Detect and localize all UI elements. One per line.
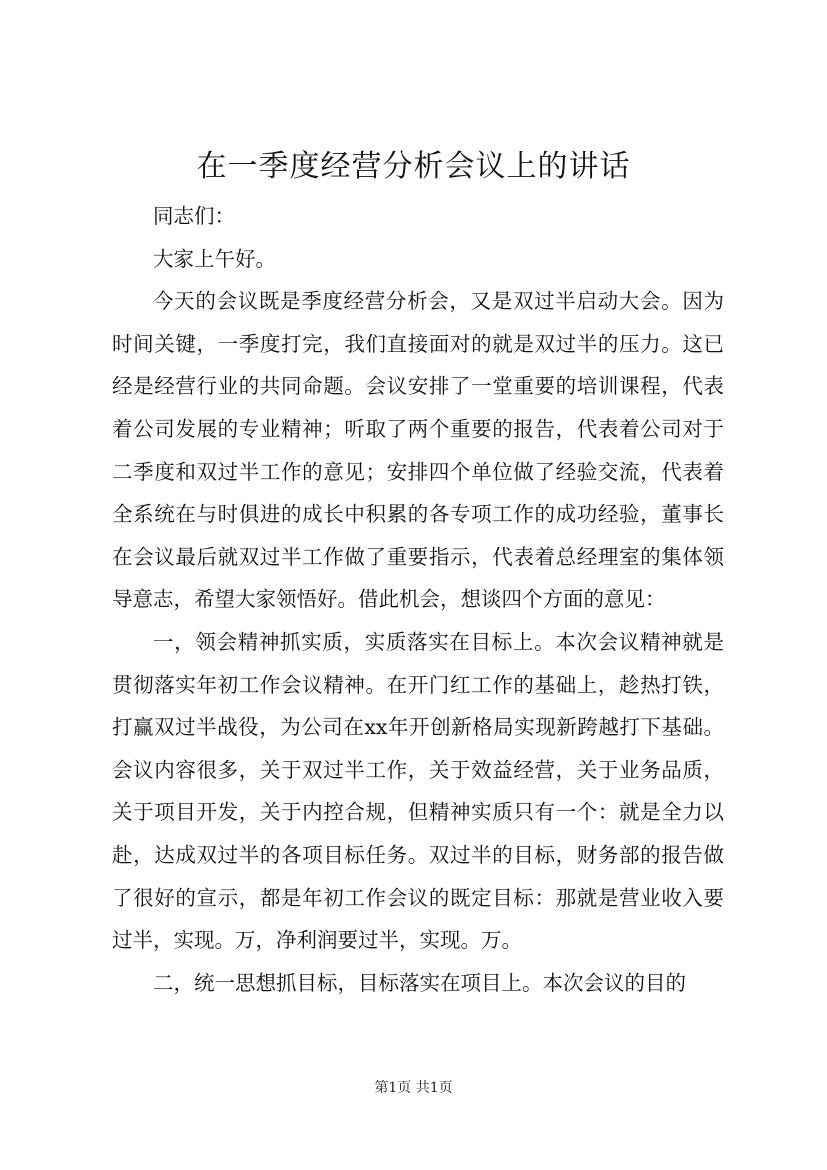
paragraph-greeting: 同志们：	[153, 204, 235, 228]
paragraph-intro: 今天的会议既是季度经营分析会，又是双过半启动大会。因为时间关键，一季度打完，我们直接面对的就是双过半的压力。这已经是经营行业的共同命题。会议安排了一堂重要的培训课程，代表着公司发展的专业精神；听取了两个重要的报告，代表着公司对于二季度和双过半工作的意见；安排四个单位做了经验交流，代表着全系统在与时俱进的成长中积累的各专项工作的成功经验，董事长在会议最后就双过半工作做了重要指示，代表着总经理室的集体领导意志，希望大家领悟好。借此机会，想谈四个方面的意见：	[112, 289, 724, 612]
document-body	[112, 195, 724, 1004]
paragraph-point-two: 二，统一思想抓目标，目标落实在项目上。本次会议的目的	[153, 970, 686, 995]
page-number-footer: 第1页 共1页	[374, 1080, 453, 1096]
paragraph-point-one: 一，领会精神抓实质，实质落实在目标上。本次会议精神就是贯彻落实年初工作会议精神。在开门红工作的基础上，趁热打铁，打赢双过半战役，为公司在xx年开创新格局实现新跨越打下基础。会议内容很多，关于双过半工作，关于效益经营，关于业务品质，关于项目开发，关于内控合规，但精神实质只有一个：就是全力以赴，达成双过半的各项目标任务。双过半的目标，财务部的报告做了很好的宣示，都是年初工作会议的既定目标：那就是营业收入要过半，实现。万，净利润要过半，实现。万。	[112, 629, 724, 953]
paragraph-salutation: 大家上午好。	[153, 246, 276, 271]
document-title: 在一季度经营分析会议上的讲话	[196, 149, 631, 184]
